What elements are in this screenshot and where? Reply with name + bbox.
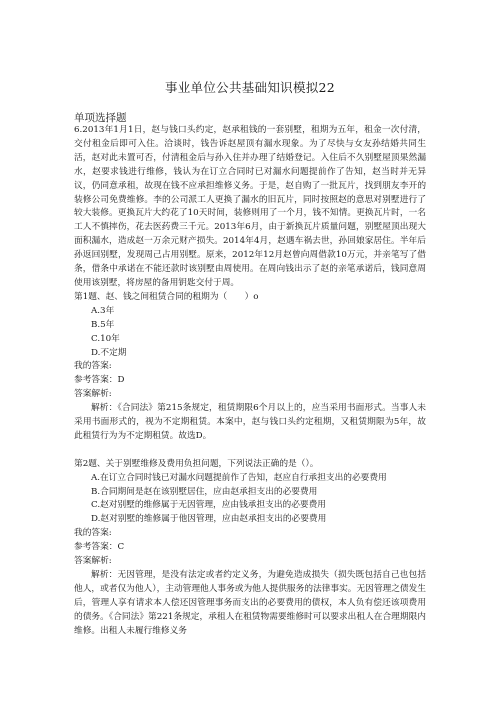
q2-analysis: 解析：无因管理，是没有法定或者约定义务，为避免造成损失（损失既包括自己也包括他人，或者仅为他人），主动管理他人事务或为他人提供服务的法律事实。无因管理之债发生后，管理人享有请求本人偿还因管理事务而支出的必要费用的债权，本人负有偿还该项费用的债务。《合同法》第221条规定，承租人在租赁物需要维修时可以要求出租人在合理期限内维修。出租人未履行维修义务: [74, 569, 426, 636]
q2-option-b: B.合同期间是赵在该别墅居住，应由赵承担支出的必要费用: [91, 486, 318, 497]
q2-my-answer: 我的答案:: [74, 528, 112, 539]
q2-option-d: D.赵对别墅的维修属于他因管理，应由赵承担支出的必要费用: [91, 514, 327, 525]
case-paragraph: 6.2013年1月1日，赵与钱口头约定，赵承租钱的一套别墅，租期为五年，租金一次付清，交付租金后即可入住。洽谈时，钱告诉赵屋顶有漏水现象。为了尽快与女友孙结婚共同生活，赵对此未置可否，付清租金后与孙入住并办理了结婚登记。入住后不久别墅屋顶果然漏水，赵要求钱进行维修，钱认为在订立合同时已对漏水问题提前作了告知，赵当时并无异议，仍同意承租，故现在钱不应承担维修义务。于是，赵自购了一批瓦片，找到朋友李开的装修公司免费维修。李的公司派工人更换了漏水的旧瓦片，同时按照赵的意思对别墅进行了较大装修。更换瓦片大约花了10天时间，装修则用了一个月，钱不知情。更换瓦片时，一名工人不慎摔伤，花去医药费三千元。2013年6月，由于新换瓦片质量问题，别墅屋顶出现大面积漏水，造成赵一万余元财产损失。2014年4月，赵遇车祸去世，孙回娘家居住。半年后孙返回别墅，发现周己占用别墅。原来，2012年12月赵曾向周借款10万元，并亲笔写了借条，借条中承诺在不能还款时该别墅由周使用。在周向钱出示了赵的亲笔承诺后，钱同意周使用该别墅，将房屋的备用钥匙交付于周。: [74, 125, 426, 288]
q2-stem: 第2题、关于别墅维修及费用负担问题，下列说法正确的是（）。: [74, 458, 319, 469]
q2-analysis-label: 答案解析:: [74, 556, 112, 567]
q1-analysis: 解析：《合同法》第215条规定，租赁期限6个月以上的，应当采用书面形式。当事人未采用书面形式的，视为不定期租赁。本案中，赵与钱口头约定租期，又租赁期限为5年，故此租赁行为为不定期租赁。故选D。: [74, 403, 426, 441]
q1-option-c: C.10年: [91, 333, 120, 344]
q2-option-a: A.在订立合同时钱已对漏水问题提前作了告知，赵应自行承担支出的必要费用: [91, 472, 387, 483]
q2-option-c: C.赵对别墅的维修属于无因管理，应由钱承担支出的必要费用: [91, 500, 326, 511]
q1-reference-answer: 参考答案：D: [74, 375, 125, 386]
q1-option-b: B.5年: [91, 319, 115, 330]
q1-option-d: D.不定期: [91, 347, 127, 358]
q1-stem: 第1题、赵、钱之间租赁合同的租期为（ ）o: [74, 291, 259, 302]
section-heading: 单项选择题: [74, 112, 127, 124]
page-title: 事业单位公共基础知识模拟22: [164, 80, 336, 95]
q1-my-answer: 我的答案:: [74, 361, 112, 372]
q1-option-a: A.3年: [91, 305, 115, 316]
q2-reference-answer: 参考答案：C: [74, 542, 125, 553]
document-body: [74, 124, 426, 639]
spacer: [74, 444, 426, 458]
q1-analysis-label: 答案解析:: [74, 389, 112, 400]
